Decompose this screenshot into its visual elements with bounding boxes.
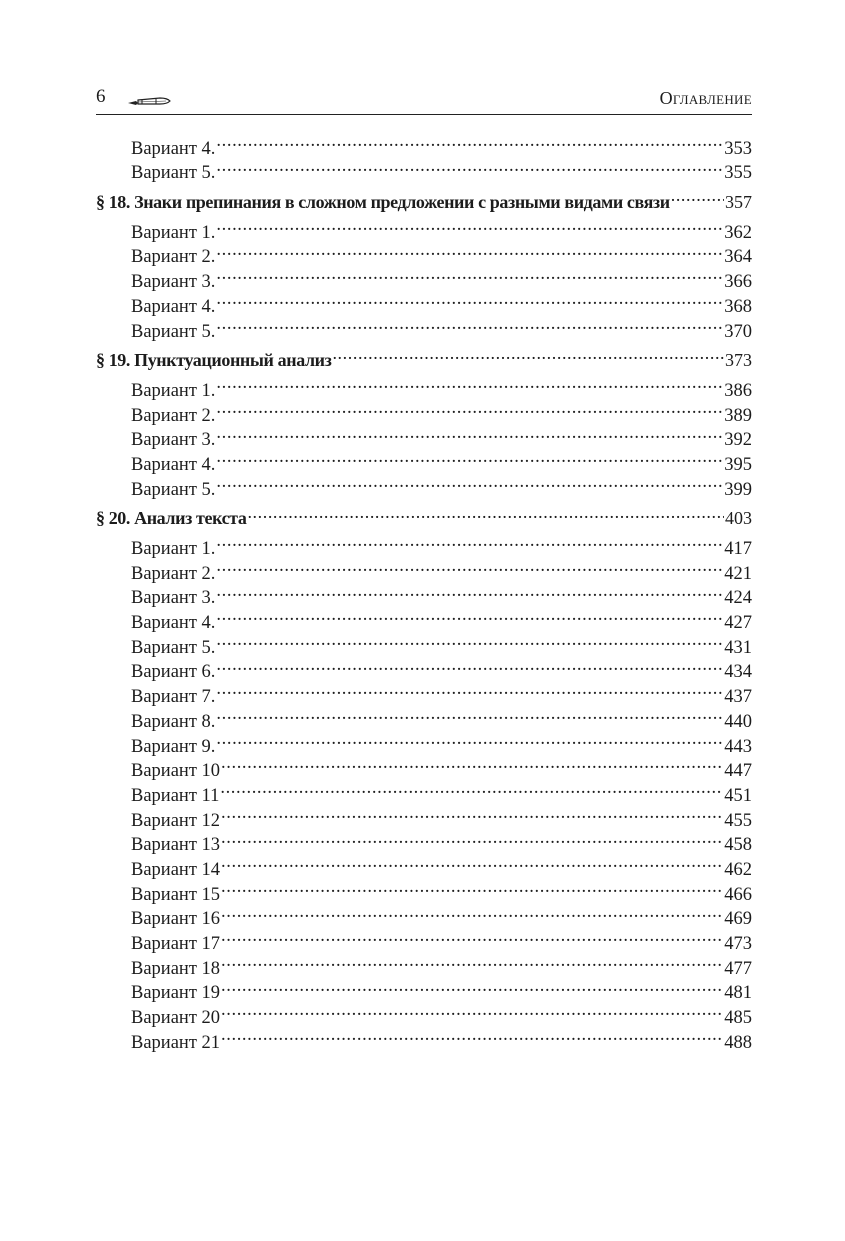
toc-entry-label: Вариант 11	[131, 785, 220, 806]
toc-entry-page-number: 469	[724, 909, 752, 930]
dot-leader	[332, 342, 724, 367]
dot-leader	[216, 238, 723, 263]
toc-variant-entry	[96, 998, 752, 1029]
toc-variant-entry	[96, 1023, 752, 1053]
pen-icon	[126, 94, 172, 108]
toc-entry-page-number: 366	[724, 272, 752, 293]
dot-leader	[216, 702, 723, 727]
toc-variant-entry	[96, 826, 752, 856]
toc-variant-entry	[96, 554, 752, 584]
toc-entry-label: Вариант 2.	[131, 405, 216, 426]
dot-leader	[221, 998, 723, 1023]
dot-leader	[221, 1023, 723, 1048]
dot-leader	[216, 262, 723, 287]
dot-leader	[216, 579, 723, 604]
toc-entry-label: Вариант 21	[131, 1032, 221, 1053]
toc-entry-label: Вариант 1.	[131, 380, 216, 401]
toc-entry-label: Вариант 4.	[131, 296, 216, 317]
dot-leader	[216, 628, 723, 653]
toc-variant-entry	[96, 213, 752, 243]
dot-leader	[216, 312, 723, 337]
dot-leader	[221, 801, 723, 826]
toc-entry-label: Вариант 2.	[131, 563, 216, 584]
toc-entry-page-number: 355	[724, 163, 752, 184]
toc-entry-page-number: 421	[724, 563, 752, 584]
dot-leader	[671, 183, 724, 208]
toc-entry-page-number: 431	[724, 637, 752, 658]
dot-leader	[221, 900, 723, 925]
table-of-contents	[96, 129, 752, 1053]
dot-leader	[216, 445, 723, 470]
toc-variant-entry	[96, 312, 752, 342]
toc-entry-label: Вариант 15	[131, 884, 221, 905]
toc-variant-entry	[96, 238, 752, 268]
toc-variant-entry	[96, 421, 752, 451]
toc-entry-label: Вариант 3.	[131, 430, 216, 451]
toc-entry-page-number: 392	[724, 430, 752, 451]
toc-variant-entry	[96, 924, 752, 954]
toc-entry-page-number: 485	[724, 1008, 752, 1029]
toc-entry-page-number: 395	[724, 454, 752, 475]
dot-leader	[221, 826, 723, 851]
toc-entry-label: Вариант 1.	[131, 539, 216, 559]
toc-entry-label: Вариант 5.	[131, 637, 216, 658]
toc-entry-label: Вариант 13	[131, 835, 221, 856]
dot-leader	[220, 776, 723, 801]
dot-leader	[247, 500, 724, 525]
toc-entry-label: Вариант 19	[131, 983, 221, 1004]
toc-variant-entry	[96, 262, 752, 293]
dot-leader	[216, 470, 723, 495]
dot-leader	[216, 213, 723, 238]
toc-entry-page-number: 424	[724, 588, 752, 609]
toc-variant-entry	[96, 470, 752, 500]
toc-entry-page-number: 440	[724, 711, 752, 732]
toc-variant-entry	[96, 727, 752, 757]
toc-variant-entry	[96, 154, 752, 184]
toc-entry-label: Вариант 4.	[131, 454, 216, 475]
toc-entry-label: Вариант 4.	[131, 613, 216, 634]
toc-entry-page-number: 399	[724, 479, 752, 500]
toc-entry-label: Вариант 7.	[131, 687, 216, 708]
toc-entry-label: Вариант 14	[131, 859, 221, 880]
toc-entry-page-number: 462	[724, 859, 752, 880]
toc-entry-label: Вариант 16	[131, 909, 221, 930]
toc-variant-entry	[96, 628, 752, 658]
toc-entry-page-number: 357	[725, 192, 752, 213]
toc-variant-entry	[96, 776, 752, 806]
toc-entry-label: Вариант 3.	[131, 272, 216, 293]
dot-leader	[221, 924, 723, 949]
toc-entry-page-number: 443	[724, 736, 752, 757]
dot-leader	[221, 875, 723, 900]
toc-entry-page-number: 427	[724, 613, 752, 634]
toc-entry-page-number: 417	[724, 539, 752, 559]
toc-entry-page-number: 389	[724, 405, 752, 426]
dot-leader	[216, 554, 723, 579]
toc-entry-label: Вариант 9.	[131, 736, 216, 757]
toc-entry-page-number: 437	[724, 687, 752, 708]
toc-entry-page-number: 353	[724, 138, 752, 159]
dot-leader	[216, 653, 723, 678]
toc-variant-entry	[96, 974, 752, 1004]
page-number: 6	[96, 86, 106, 107]
toc-variant-entry	[96, 900, 752, 930]
dot-leader	[216, 677, 723, 702]
toc-entry-label: Вариант 12	[131, 810, 221, 831]
dot-leader	[216, 396, 723, 421]
toc-variant-entry	[96, 445, 752, 475]
dot-leader	[216, 154, 723, 179]
toc-entry-label: Вариант 4.	[131, 138, 216, 159]
toc-entry-page-number: 451	[724, 785, 752, 806]
toc-entry-page-number: 373	[725, 350, 752, 371]
toc-entry-label: § 20. Анализ текста	[96, 508, 247, 529]
toc-entry-label: Вариант 6.	[131, 662, 216, 683]
toc-entry-label: Вариант 20	[131, 1008, 221, 1029]
toc-section-entry	[96, 183, 752, 213]
toc-variant-entry	[96, 579, 752, 609]
toc-section-entry	[96, 500, 752, 529]
dot-leader	[221, 974, 723, 999]
toc-entry-page-number: 481	[724, 983, 752, 1004]
dot-leader	[221, 949, 723, 974]
toc-entry-page-number: 477	[724, 958, 752, 979]
toc-entry-page-number: 466	[724, 884, 752, 905]
toc-entry-page-number: 488	[724, 1032, 752, 1053]
toc-variant-entry	[96, 801, 752, 831]
toc-entry-page-number: 458	[724, 835, 752, 856]
toc-variant-entry	[96, 287, 752, 317]
toc-section-entry	[96, 342, 752, 371]
page-header	[96, 84, 752, 115]
toc-entry-label: Вариант 5.	[131, 479, 216, 500]
toc-variant-entry	[96, 529, 752, 559]
dot-leader	[216, 287, 723, 312]
toc-entry-label: Вариант 5.	[131, 163, 216, 184]
toc-entry-label: Вариант 5.	[131, 321, 216, 342]
toc-variant-entry	[96, 603, 752, 634]
toc-variant-entry	[96, 129, 752, 159]
dot-leader	[216, 129, 723, 154]
toc-entry-page-number: 455	[724, 810, 752, 831]
dot-leader	[221, 752, 723, 777]
toc-variant-entry	[96, 396, 752, 426]
toc-variant-entry	[96, 371, 752, 401]
toc-entry-page-number: 447	[724, 761, 752, 782]
toc-variant-entry	[96, 653, 752, 683]
toc-entry-label: Вариант 3.	[131, 588, 216, 609]
toc-entry-label: § 19. Пунктуационный анализ	[96, 350, 332, 371]
toc-entry-page-number: 434	[724, 662, 752, 683]
toc-entry-page-number: 473	[724, 934, 752, 954]
toc-entry-label: Вариант 8.	[131, 711, 216, 732]
dot-leader	[216, 529, 723, 554]
toc-entry-label: Вариант 1.	[131, 222, 216, 243]
toc-entry-label: § 18. Знаки препинания в сложном предложении с разными видами связи	[96, 192, 670, 213]
dot-leader	[221, 850, 723, 875]
toc-variant-entry	[96, 850, 752, 880]
toc-variant-entry	[96, 677, 752, 708]
toc-entry-page-number: 370	[724, 321, 752, 342]
toc-entry-label: Вариант 18	[131, 958, 221, 979]
toc-entry-page-number: 362	[724, 222, 752, 243]
toc-variant-entry	[96, 875, 752, 905]
toc-entry-page-number: 403	[725, 508, 752, 529]
toc-entry-label: Вариант 10	[131, 761, 221, 782]
dot-leader	[216, 603, 723, 628]
running-title: Оглавление	[659, 88, 752, 108]
toc-variant-entry	[96, 702, 752, 732]
dot-leader	[216, 421, 723, 446]
toc-entry-page-number: 364	[724, 247, 752, 268]
dot-leader	[216, 727, 723, 752]
toc-variant-entry	[96, 752, 752, 782]
dot-leader	[216, 371, 723, 396]
toc-entry-page-number: 368	[724, 296, 752, 317]
toc-entry-label: Вариант 2.	[131, 247, 216, 268]
toc-entry-label: Вариант 17	[131, 934, 221, 954]
toc-variant-entry	[96, 949, 752, 979]
toc-entry-page-number: 386	[724, 380, 752, 401]
